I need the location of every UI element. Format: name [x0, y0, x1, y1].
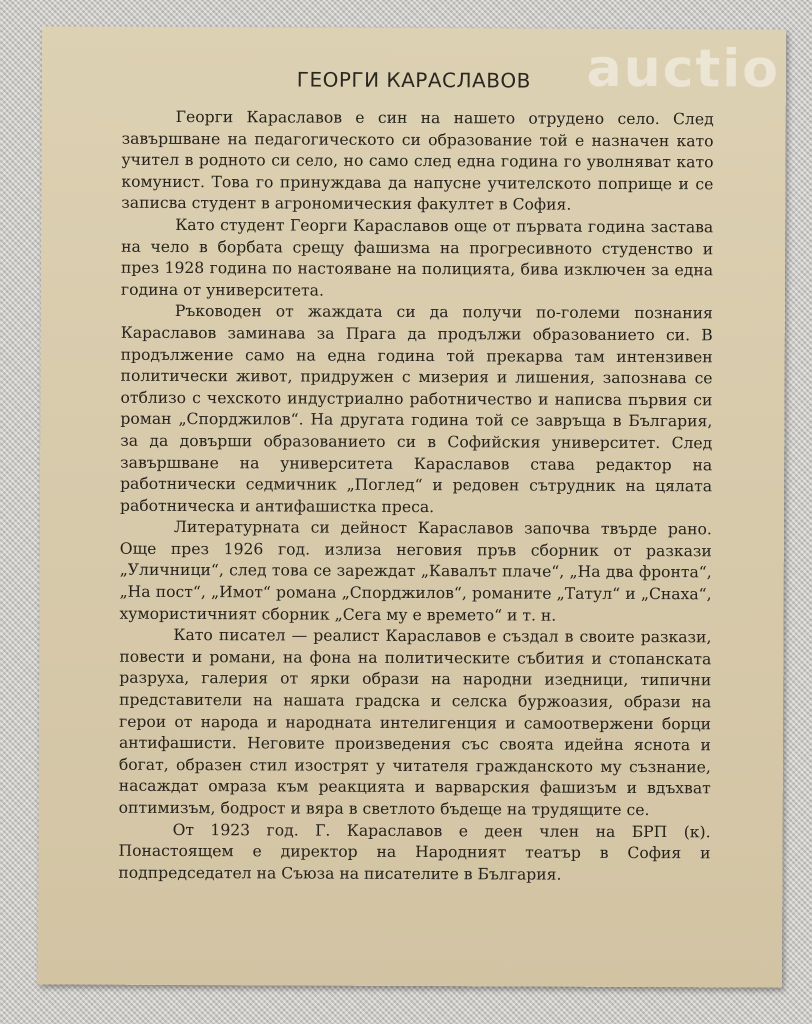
paragraph-5: Като писател — реалист Караславов е създал в своите разкази, повести и романи, на фона на политическите събития и стопанската разруха, галерия от ярки образи на народни изедници, типични представители на нашата градска и селска буржоазия, образи на герои от народа и народната интелигенция и самоотвержени борци антифашисти. Неговите произведения със своята идейна яснота и богат, образен стил изострят у читателя гражданското му съзнание, насаждат омраза към реакцията и варварския фашизъм и вдъхват оптимизъм, бодрост и вяра в светлото бъдеще на трудящите се.: [118, 626, 712, 820]
paragraph-3: Ръководен от жаждата си да получи по-големи познания Караславов заминава за Прага да продължи образованието си. В продължение само на една година той прекарва там интензивен политически живот, придружен с мизерия и лишения, запознава се отблизо с чехското индустриално работничество и написва първия си роман „Спорджилов“. На другата година той се завръща в България, за да довърши образованието си в Софийския университет. След завършване на университета Караславов става редактор на работнически седмичник „Поглед“ и редовен сътрудник на цялата работническа и антифашистка преса.: [119, 302, 713, 516]
paragraph-1: Георги Караславов е син на нашето отрудено село. След завършване на педагогическото си образование той е назначен като учител в родното си село, но само след една година го уволняват като комунист. Това го принуждава да напусне учителското поприще и се записва студент в агрономическия факултет в София.: [121, 107, 714, 215]
paragraph-2: Като студент Георги Караславов още от първата година застава на чело в борбата срещу фашизма на прогресивното студенство и през 1928 година по настояване на полицията, бива изключен за една година от университета.: [120, 215, 714, 300]
paragraph-4: Литературната си дейност Караславов започва твърде рано. Още през 1926 год. излиза неговия пръв сборник от разкази „Уличници“, след това се зареждат „Кавалът плаче“, „На два фронта“, „На пост“, „Имот“ романа „Спорджилов“, романите „Татул“ и „Снаха“, хумористичният сборник „Сега му е времето“ и т. н.: [119, 518, 712, 625]
document-sheet: [38, 26, 786, 987]
document-title: ГЕОРГИ КАРАСЛАВОВ: [296, 67, 531, 93]
auction-watermark: auctio: [586, 38, 781, 100]
paragraph-6: От 1923 год. Г. Караславов е деен член на БРП (к). Понастоящем е директор на Народният театър в София и подпредседател на Съюза на писателите в България.: [118, 820, 711, 884]
document-body: [118, 107, 713, 887]
